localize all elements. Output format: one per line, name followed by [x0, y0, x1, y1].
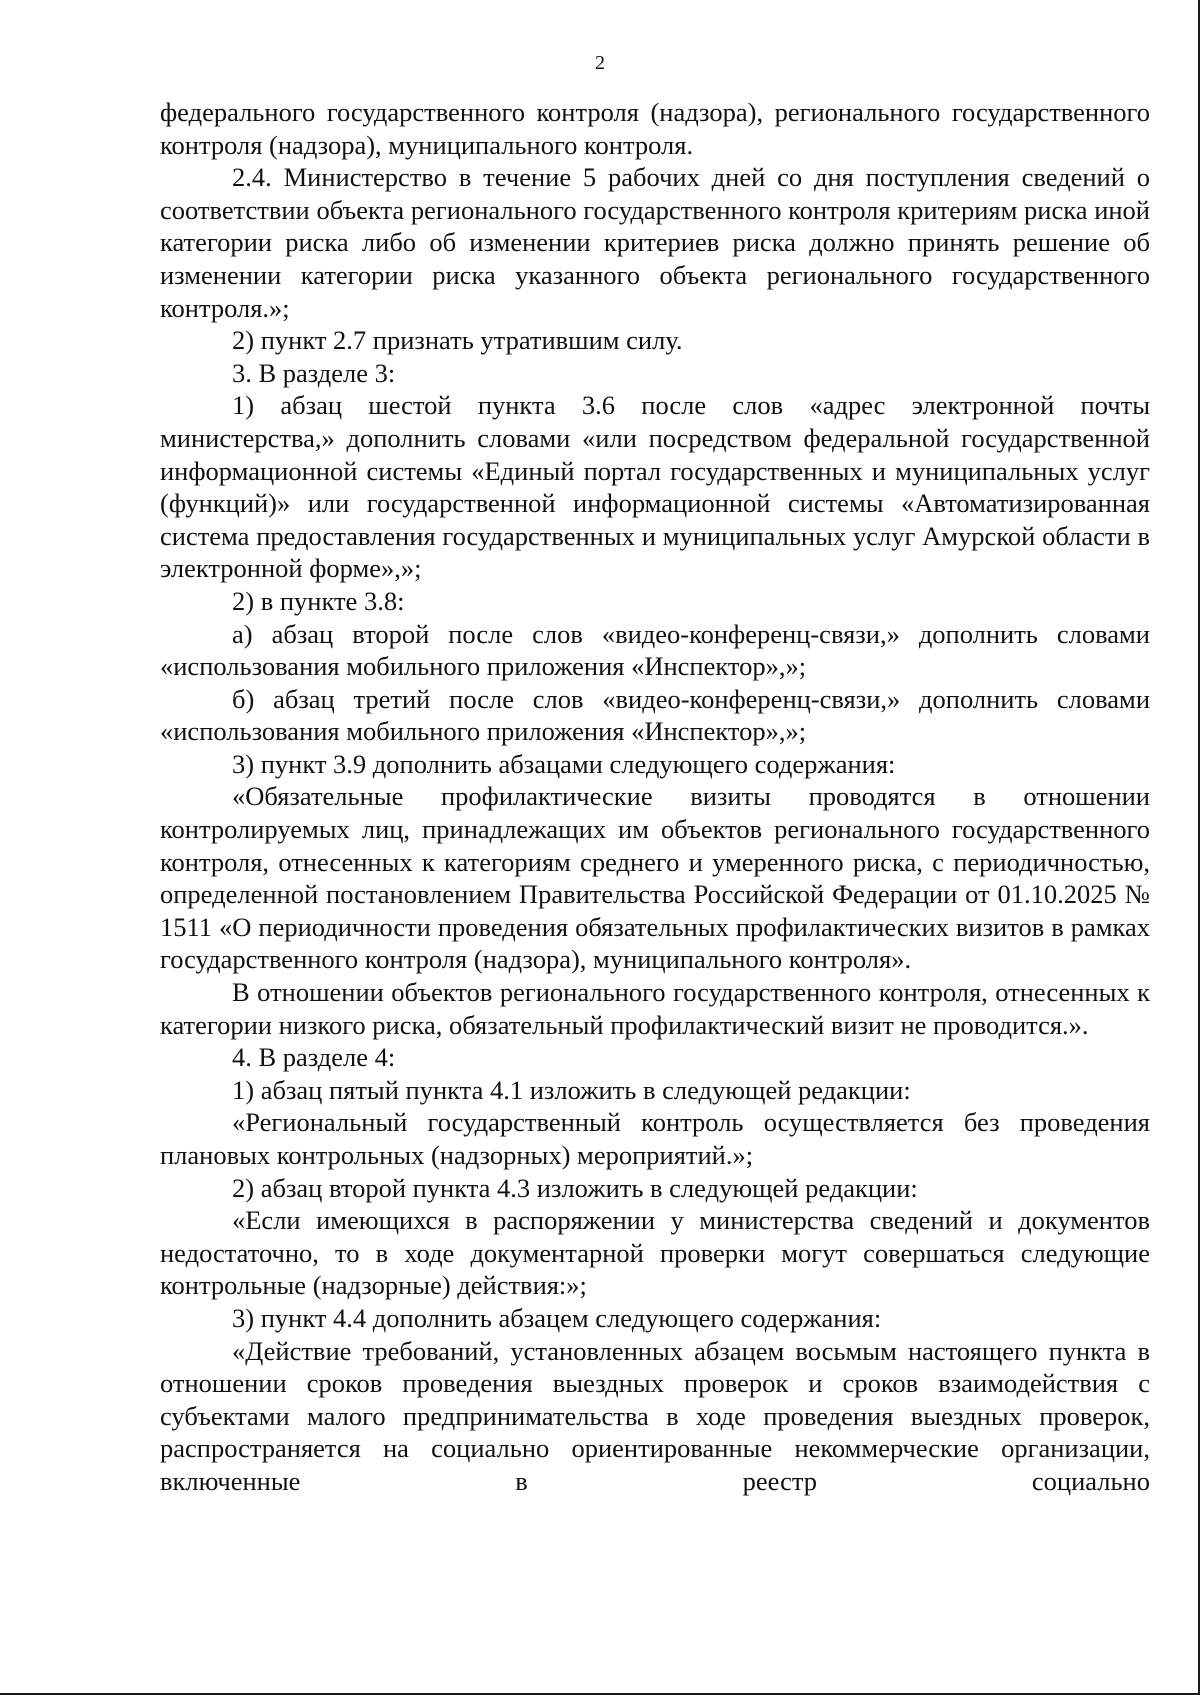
paragraph-quote-documents: «Если имеющихся в распоряжении у министерства сведений и документов недостаточно, то в ходе документарной проверки могут совершаться следующие контрольные (надзорные) действия:»;	[160, 1205, 1150, 1301]
paragraph-quote-visits: «Обязательные профилактические визиты проводятся в отношении контролируемых лиц, принадлежащих им объектов регионального государственного контроля, отнесенных к категориям среднего и умеренного риска, с периодичностью, определенной постановлением Правительства Российской Федерации от 01.10.2025 № 1511 «О периодичности проведения обязательных профилактических визитов в рамках государственного контроля (надзора), муниципального контроля».	[160, 781, 1150, 975]
paragraph-item-4-1: 1) абзац пятый пункта 4.1 изложить в следующей редакции:	[232, 1074, 911, 1105]
paragraph-section-4: 4. В разделе 4:	[232, 1042, 396, 1073]
paragraph-item-2-7: 2) пункт 2.7 признать утратившим силу.	[232, 325, 683, 356]
paragraph-quote-requirements: «Действие требований, установленных абзацем восьмым настоящего пункта в отношении сроков проведения выездных проверок и сроков взаимодействия с субъектами малого предпринимательства в ходе проведения выездных проверок, распространяется на социально ориентированные некоммерческие организации, включенные в реестр социально	[160, 1335, 1150, 1496]
document-body	[160, 96, 1150, 1498]
paragraph-quote-regional-control: «Региональный государственный контроль осуществляется без проведения плановых контрольных (надзорных) мероприятий.»;	[160, 1107, 1150, 1170]
paragraph-subitem-b: б) абзац третий после слов «видео-конференц-связи,» дополнить словами «использования мобильного приложения «Инспектор»,»;	[160, 683, 1150, 747]
paragraph-item-4-4: 3) пункт 4.4 дополнить абзацем следующего содержания:	[232, 1302, 882, 1333]
paragraph-2-4: 2.4. Министерство в течение 5 рабочих дней со дня поступления сведений о соответствии объекта регионального государственного контроля критериям риска иной категории риска либо об изменении критериев риска должно принять решение об изменении категории риска указанного объекта регионального государственного контроля.»;	[160, 162, 1150, 323]
paragraph-continuation: федерального государственного контроля (надзора), регионального государственного контроля (надзора), муниципального контроля.	[160, 97, 1150, 160]
paragraph-section-3: 3. В разделе 3:	[232, 357, 396, 388]
paragraph-subitem-a: а) абзац второй после слов «видео-конференц-связи,» дополнить словами «использования мобильного приложения «Инспектор»,»;	[160, 618, 1150, 682]
paragraph-item-3-9: 3) пункт 3.9 дополнить абзацами следующего содержания:	[232, 748, 896, 779]
paragraph-item-3-8: 2) в пункте 3.8:	[232, 585, 405, 616]
page-number: 2	[595, 52, 605, 74]
paragraph-quote-low-risk: В отношении объектов регионального государственного контроля, отнесенных к категории низкого риска, обязательный профилактический визит не проводится.».	[160, 977, 1150, 1040]
paragraph-item-3-6: 1) абзац шестой пункта 3.6 после слов «адрес электронной почты министерства,» дополнить словами «или посредством федеральной государственной информационной системы «Единый портал государственных и муниципальных услуг (функций)» или государственной информационной системы «Автоматизированная система предоставления государственных и муниципальных услуг Амурской области в электронной форме»,»;	[160, 390, 1150, 584]
paragraph-item-4-3: 2) абзац второй пункта 4.3 изложить в следующей редакции:	[232, 1172, 918, 1203]
